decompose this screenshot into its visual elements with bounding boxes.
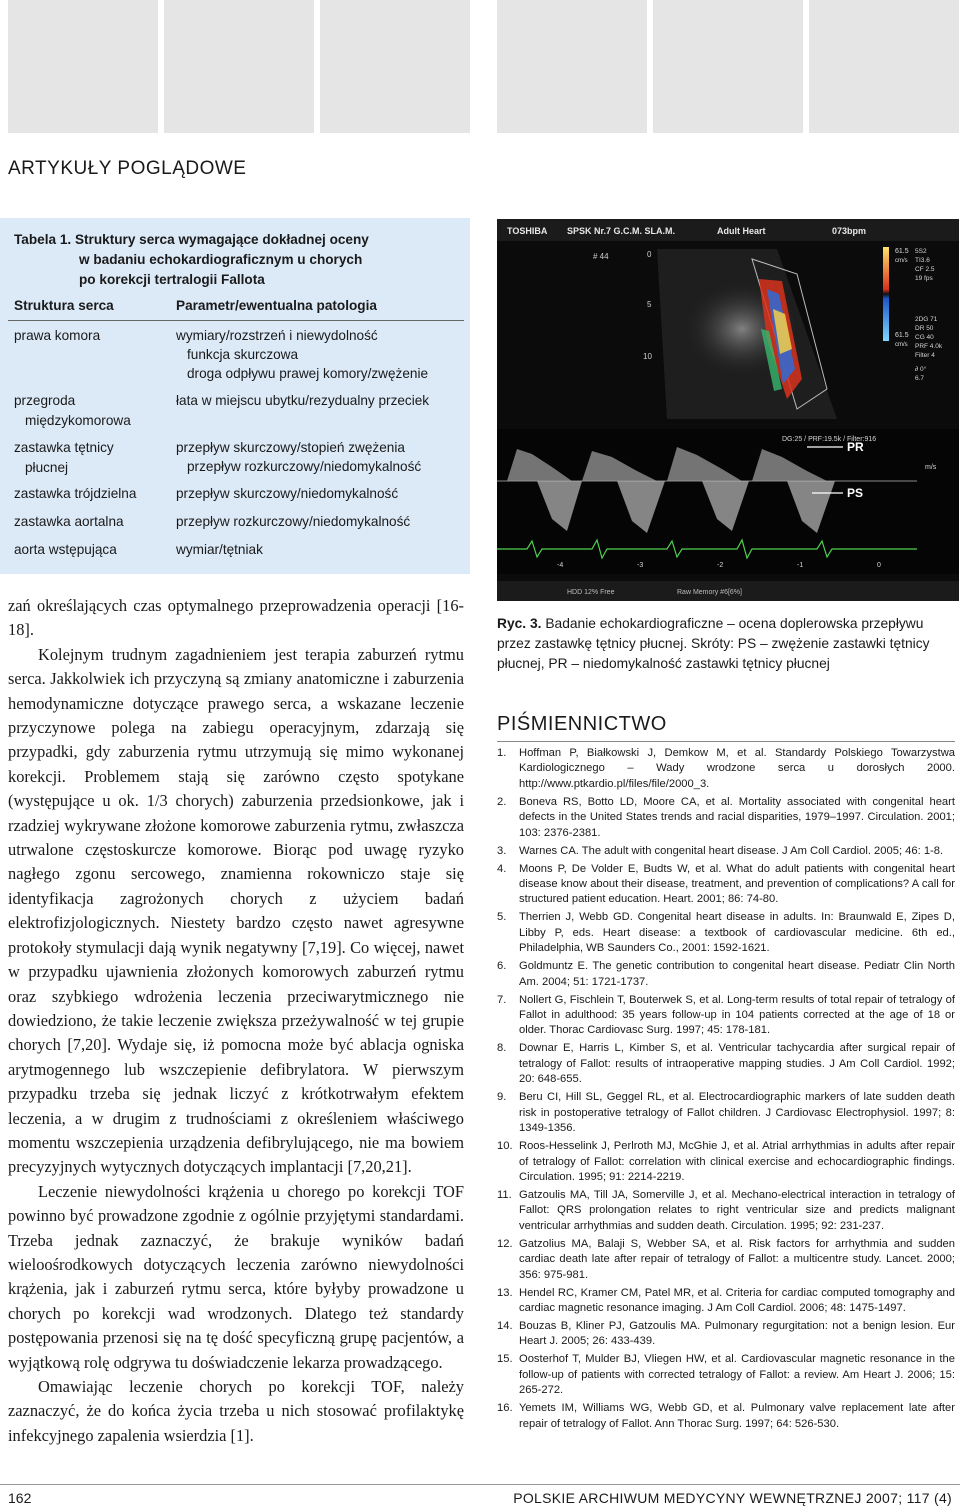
reference-item	[497, 1237, 955, 1283]
scale-bottom: 61.5	[895, 332, 909, 339]
reference-item	[497, 1319, 955, 1350]
reference-item	[497, 1090, 955, 1136]
label-pr: PR	[847, 440, 864, 454]
param: 6.7	[915, 375, 925, 382]
param: 5S2	[915, 248, 927, 255]
references-rule	[497, 741, 955, 742]
cell-line: funkcja skurczowa	[187, 347, 299, 362]
param: PRF 4.0k	[915, 343, 943, 350]
table-cell-structure	[14, 391, 164, 431]
table-cell-parameter	[176, 438, 466, 476]
reference-number: 2.	[497, 795, 507, 808]
param: 2DG 71	[915, 316, 938, 323]
time-tick: -1	[797, 562, 804, 569]
axis-unit: m/s	[925, 464, 937, 471]
reference-number: 9.	[497, 1091, 507, 1104]
journal-name: POLSKIE ARCHIWUM MEDYCYNY WEWNĘTRZNEJ 2007; 117 (4)	[513, 1490, 952, 1506]
param: ∂ 0°	[915, 366, 927, 373]
reference-number: 11.	[497, 1188, 512, 1201]
cell-line: międzykomorowa	[25, 413, 131, 428]
reference-item	[497, 1188, 955, 1234]
cell-line: aorta wstępująca	[14, 542, 117, 557]
doppler-header: DG:25 / PRF:19.5k / Filter:916	[782, 436, 877, 443]
param: 19 fps	[915, 275, 933, 282]
cell-line: zastawka tętnicy	[14, 440, 114, 455]
reference-number: 3.	[497, 844, 507, 857]
table-title-line: po korekcji tertralogii Fallota	[79, 272, 265, 287]
table-cell-parameter	[176, 391, 466, 410]
reference-item	[497, 959, 955, 990]
reference-item	[497, 993, 955, 1039]
cell-line: przepływ rozkurczowy/niedomykalność	[176, 514, 411, 529]
reference-number: 5.	[497, 911, 507, 924]
reference-text: Yemets IM, Williams WG, Webb GD, et al. Pulmonary valve replacement late after repair of tetralogy of Fallot. Ann Thorac Surg. 1997; 64: 526-530.	[519, 1402, 955, 1430]
reference-number: 15.	[497, 1353, 513, 1366]
reference-text: Hendel RC, Kramer CM, Patel MR, et al. Criteria for cardiac computed tomography and cardiac magnetic resonance imaging. J Am Coll Cardiol. 2006; 48: 1475-1497.	[519, 1286, 955, 1314]
echo-brand: TOSHIBA	[507, 226, 548, 236]
time-tick: 0	[877, 562, 881, 569]
param: TI3.6	[915, 257, 930, 264]
top-gray-stripe	[0, 0, 960, 133]
reference-number: 13.	[497, 1286, 513, 1299]
table-1	[0, 218, 470, 574]
references-title: PIŚMIENNICTWO	[497, 713, 667, 735]
echo-depth-0: 0	[647, 250, 652, 259]
reference-number: 7.	[497, 993, 507, 1006]
reference-item	[497, 910, 955, 956]
reference-text: Roos-Hesselink J, Perlroth MJ, McGhie J, et al. Atrial arrhythmias in adults after repair of tetralogy of Fallot: correlation with clinical exercise and echocardiographic findings. Circulation. 1995; 91: 2214-2219.	[519, 1140, 955, 1183]
reference-text: Warnes CA. The adult with congenital heart disease. J Am Coll Cardiol. 2005; 46: 1-8.	[519, 844, 944, 857]
reference-item	[497, 1286, 955, 1317]
param: CF 2.5	[915, 266, 935, 273]
caption-label: Ryc. 3.	[497, 616, 542, 631]
echo-depth-10: 10	[643, 352, 652, 361]
stripe-block	[8, 0, 158, 133]
echo-mode: Adult Heart	[717, 226, 766, 236]
param: CG 40	[915, 334, 934, 341]
label-ps: PS	[847, 486, 864, 500]
cell-line: wymiary/rozstrzeń i niewydolność	[176, 328, 378, 343]
reference-item	[497, 862, 955, 908]
table-cell-structure	[14, 484, 164, 504]
reference-text: Goldmuntz E. The genetic contribution to congenital heart disease. Pediatr Clin North Am. 2004; 51: 1721-1737.	[519, 960, 955, 988]
reference-text: Boneva RS, Botto LD, Moore CA, et al. Mortality associated with congenital heart defects in the United States trends and racial disparities, 1979–1997. Circulation. 2001; 103: 2376-2381.	[519, 795, 955, 839]
reference-item	[497, 1041, 955, 1087]
cell-line: przepływ skurczowy/niedomykalność	[176, 486, 399, 501]
reference-item	[497, 1401, 955, 1432]
caption-text: Badanie echokardiograficzne – ocena doplerowska przepływu przez zastawkę tętnicy płucnej. Skróty: PS – zwężenie zastawki tętnicy płucnej, PR – niedomykalność zastawki tętnicy płucnej	[497, 616, 930, 671]
paragraph: Omawiając leczenie chorych po korekcji TOF, należy zaznaczyć, że do końca życia trzeba u nich stosować profilaktykę infekcyjnego zapalenia wsierdzia [1].	[8, 1377, 464, 1445]
reference-text: Oosterhof T, Mulder BJ, Vliegen HW, et al. Cardiovascular magnetic resonance in the follow-up of patients with corrected tetralogy of Fallot: a review. Am Heart J. 2006; 15: 265-272.	[519, 1353, 955, 1397]
cell-line: przepływ skurczowy/stopień zwężenia	[176, 440, 405, 455]
echo-hdd: HDD 12% Free	[567, 589, 615, 596]
reference-item	[497, 1352, 955, 1398]
table-cell-structure	[14, 512, 164, 532]
time-tick: -4	[557, 562, 564, 569]
references-list	[497, 746, 955, 1435]
page-number: 162	[8, 1490, 32, 1506]
stripe-block	[653, 0, 803, 133]
reference-text: Therrien J, Webb GD. Congenital heart disease in adults. In: Braunwald E, Zipes D, Libby P, eds. Heart disease: a textbook of cardiovascular medicine. 6th ed., Philadelphia, WB Saunders Co., 2001: 1592-1621.	[519, 911, 955, 955]
table-cell-parameter	[176, 326, 466, 383]
reference-text: Bouzas B, Kliner PJ, Gatzoulis MA. Pulmonary regurgitation: not a benign lesion. Eur Heart J. 2005; 26: 433-439.	[519, 1319, 955, 1348]
reference-item	[497, 795, 955, 841]
cell-line: prawa komora	[14, 328, 101, 343]
footer-rule	[0, 1484, 960, 1485]
table-cell-structure	[14, 540, 164, 560]
reference-text: Gatzolius MA, Balaji S, Webber SA, et al. Risk factors for arrhythmia and sudden cardiac death late after repair of tetralogy of Fallot: a multicentre study. Lancet. 2000; 356: 975-981.	[519, 1237, 955, 1281]
scale-top: 61.5	[895, 248, 909, 255]
table-title	[14, 230, 464, 290]
cell-line: przegroda	[14, 393, 76, 408]
stripe-block	[809, 0, 959, 133]
echo-hospital: SPSK Nr.7 G.C.M. SLA.M.	[567, 226, 676, 236]
reference-text: Downar E, Harris L, Kimber S, et al. Ventricular tachycardia after surgical repair of tetralogy of Fallot: results of intraoperative mapping studies. J Am Coll Cardiol. 1992; 20: 648-655.	[519, 1042, 955, 1086]
reference-number: 14.	[497, 1319, 513, 1332]
table-cell-parameter	[176, 512, 466, 531]
cell-line: płucnej	[25, 460, 69, 475]
table-title-line: Tabela 1. Struktury serca wymagające dokładnej oceny	[14, 232, 369, 247]
paragraph: Kolejnym trudnym zagadnieniem jest terapia zaburzeń rytmu serca. Jakkolwiek ich przyczyną są zmiany anatomiczne i zaburzenia hemodynamiczne dotyczące prawego serca, a wskazane leczenie przyczynowe polega na zabiegu operacyjnym, zdarzają się przypadki, gdy zaburzenia rytmu utrzymują się mimo wykonanej korekcji. Problemem stają się zarówno często spotykane (występujące u ok. 1/3 chorych) zaburzenia przedsionkowe, jak i rzadziej wykrywane złożone komorowe zaburzenia rytmu, zwłaszcza utrwalone częstoskurcze komorowe. Biorąc pod uwagę ryzyko nagłego zgonu sercowego, znamienna rokowniczo staje się identyfikacja zagrożonych chorych z użyciem badań elektrofizjologicznych. Niestety bardzo często nawet agresywne protokoły stymulacji dają wynik negatywny [7,19]. Co więcej, nawet w przypadku ujawnienia złożonych komorowych zaburzeń rytmu oraz szybkiego wdrożenia leczenia przeciwarytmicznego nie dowiedziono, że takie leczenie zwiększa przeżywalność w tej grupie chorych [7,20]. Wydaje się, iż pomocna może być ablacja ogniska arytmogennego lub wszczepienie defibrylatora. W pierwszym przypadku trzeba się jednak liczyć z krótkotrwałym efektem leczenia, a w drugim z trudnościami z określeniem właściwego momentu wszczepienia urządzenia defibrylującego, nie ma bowiem precyzyjnych wytycznych dotyczących implantacji [7,20,21].	[8, 644, 464, 1177]
reference-item	[497, 746, 955, 792]
table-header-rule	[8, 320, 464, 321]
table-col-header-structure: Struktura serca	[14, 298, 114, 313]
param: Filter 4	[915, 352, 935, 359]
param: DR 50	[915, 325, 934, 332]
reference-number: 10.	[497, 1140, 513, 1153]
scale-unit-top: cm/s	[895, 258, 908, 264]
paragraph: Leczenie niewydolności krążenia u chorego po korekcji TOF powinno być prowadzone zgodnie z ogólnie przyjętymi standardami. Trzeba jednak zaznaczyć, że brakuje wyników badań wieloośrodkowych dotyczących leczenia zarówno niewydolności krążenia, jak i zaburzeń rytmu serca, które byłyby prowadzone u chorych po korekcji wad wrodzonych. Dlatego też standardy postępowania przenosi się na tę dość specyficzną grupę pacjentów, a wyjątkową rolę odgrywa tu doświadczenie lekarza prowadzącego.	[8, 1181, 464, 1372]
cell-line: przepływ rozkurczowy/niedomykalność	[187, 459, 422, 474]
stripe-block	[164, 0, 314, 133]
table-cell-structure	[14, 438, 164, 478]
stripe-block	[497, 0, 647, 133]
time-tick: -3	[637, 562, 644, 569]
scale-unit-bottom: cm/s	[895, 342, 908, 348]
cell-line: zastawka aortalna	[14, 514, 124, 529]
reference-text: Nollert G, Fischlein T, Bouterwek S, et al. Long-term results of total repair of tetralogy of Fallot in adulthood: 35 years follow-up in 104 patients corrected at the age of 18 or older. Thorac Cardiovasc Surg. 1997; 45: 178-181.	[519, 993, 955, 1037]
echocardiogram-svg	[497, 219, 959, 601]
reference-number: 1.	[497, 747, 507, 759]
reference-text: Moons P, De Volder E, Budts W, et al. What do adult patients with congenital heart disease know about their disease, treatment, and prevention of complications? A call for structured patient education. Heart. 2001; 86: 74-80.	[519, 862, 955, 906]
echo-depth-5: 5	[647, 300, 652, 309]
echo-frame-no: # 44	[593, 252, 609, 261]
table-cell-parameter	[176, 540, 466, 559]
reference-text: Beru CI, Hill SL, Geggel RL, et al. Electrocardiographic markers of late sudden death risk in postoperative tetralogy of Fallot children. J Cardiovasc Electrophysiol. 1997; 8: 1349-1356.	[519, 1091, 955, 1135]
table-col-header-parameter: Parametr/ewentualna patologia	[176, 298, 377, 313]
cell-line: droga odpływu prawej komory/zwężenie	[187, 366, 429, 381]
table-cell-structure	[14, 326, 164, 346]
reference-number: 6.	[497, 960, 507, 973]
reference-number: 8.	[497, 1042, 507, 1055]
reference-text: Hoffman P, Białkowski J, Demkow M, et al. Standardy Polskiego Towarzystwa Kardiologicznego – Wady wrodzone serca u dorosłych 2000. http://www.ptkardio.pl/files/file/2000_3.	[519, 747, 955, 790]
reference-number: 4.	[497, 862, 507, 875]
echo-bpm: 073bpm	[832, 226, 867, 236]
echo-memory: Raw Memory #6[6%]	[677, 589, 742, 596]
table-title-line: w badaniu echokardiograficznym u chorych	[79, 252, 363, 267]
cell-line: łata w miejscu ubytku/rezydualny przeciek	[176, 393, 430, 408]
paragraph: zań określających czas optymalnego przeprowadzenia operacji [16-18].	[8, 596, 464, 640]
stripe-block	[320, 0, 470, 133]
figure-caption	[497, 614, 955, 674]
cell-line: zastawka trójdzielna	[14, 486, 137, 501]
section-label: ARTYKUŁY POGLĄDOWE	[8, 158, 247, 179]
reference-item	[497, 844, 955, 859]
article-body	[8, 594, 464, 1448]
time-tick: -2	[717, 562, 724, 569]
reference-text: Gatzoulis MA, Till JA, Somerville J, et al. Mechano-electrical interaction in tetralogy of Fallot: QRS prolongation relates to right ventricular size and predicts malignant ventricular arrhythmias and sudden death. Circulation. 1995; 92: 231-237.	[519, 1188, 955, 1232]
cell-line: wymiar/tętniak	[176, 542, 263, 557]
reference-number: 16.	[497, 1402, 513, 1415]
echocardiogram-figure	[497, 219, 959, 601]
reference-item	[497, 1139, 955, 1185]
table-cell-parameter	[176, 484, 466, 503]
reference-number: 12.	[497, 1237, 513, 1250]
